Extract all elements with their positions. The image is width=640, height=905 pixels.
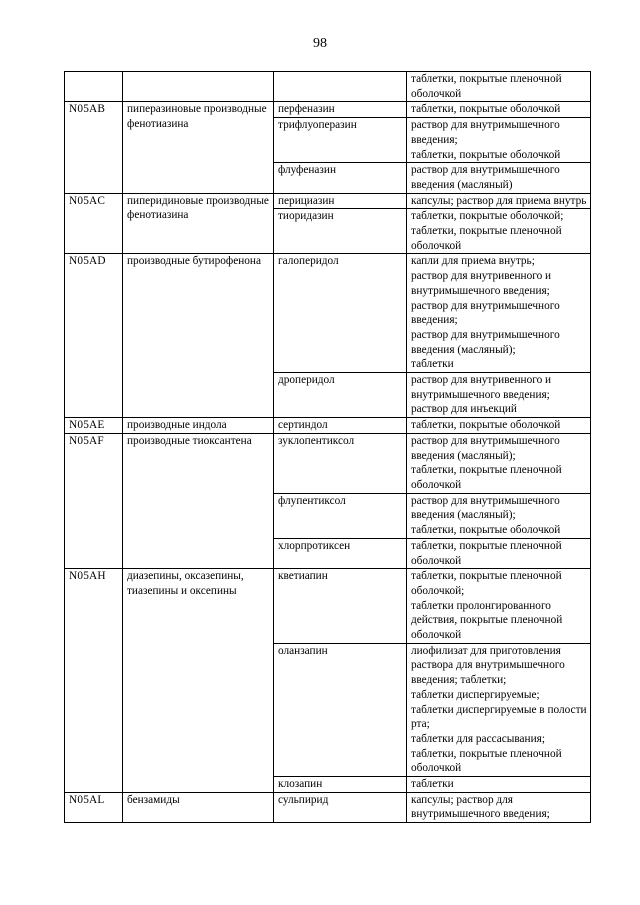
table-row (65, 433, 591, 493)
drug-name-cell (274, 72, 407, 102)
dosage-form-cell: таблетки, покрытые пленочной оболочкой (407, 72, 591, 102)
table-row (65, 72, 591, 102)
drug-name-cell: зуклопентиксол (274, 433, 407, 493)
drug-group-cell: производные индола (123, 418, 274, 434)
table-row (65, 193, 591, 209)
drug-group-cell: пиперазиновые производные фенотиазина (123, 102, 274, 193)
atc-code-cell: N05AE (65, 418, 123, 434)
dosage-form-cell: таблетки, покрытые оболочкой (407, 102, 591, 118)
drug-group-cell (123, 72, 274, 102)
table-row (65, 792, 591, 822)
dosage-form-cell: раствор для внутримышечного введения; таблетки, покрытые оболочкой (407, 118, 591, 163)
drug-name-cell: галоперидол (274, 254, 407, 373)
atc-code-cell: N05AH (65, 569, 123, 793)
page-number: 98 (313, 36, 327, 51)
atc-code-cell: N05AL (65, 792, 123, 822)
drug-group-cell: бензамиды (123, 792, 274, 822)
atc-code-cell: N05AC (65, 193, 123, 254)
drug-name-cell: сертиндол (274, 418, 407, 434)
drug-name-cell: кветиапин (274, 569, 407, 644)
dosage-form-cell: лиофилизат для приготовления раствора для внутримышечного введения; таблетки; таблетки диспергируемые; таблетки диспергируемые в полости рта; таблетки для рассасывания; таблетки, покрытые пленочной оболочкой (407, 643, 591, 776)
drug-group-cell: производные бутирофенона (123, 254, 274, 418)
drug-name-cell: трифлуоперазин (274, 118, 407, 163)
drug-name-cell: хлорпротиксен (274, 538, 407, 568)
dosage-form-cell: раствор для внутримышечного введения (масляный) (407, 163, 591, 193)
dosage-form-cell: раствор для внутримышечного введения (масляный); таблетки, покрытые оболочкой (407, 493, 591, 538)
drug-name-cell: сульпирид (274, 792, 407, 822)
drug-table-body (65, 72, 591, 823)
drug-name-cell: тиоридазин (274, 209, 407, 254)
dosage-form-cell: раствор для внутримышечного введения (масляный); таблетки, покрытые пленочной оболочкой (407, 433, 591, 493)
dosage-form-cell: таблетки (407, 777, 591, 793)
drug-name-cell: флуфеназин (274, 163, 407, 193)
drug-group-cell: диазепины, оксазепины, тиазепины и оксепины (123, 569, 274, 793)
dosage-form-cell: таблетки, покрытые пленочной оболочкой (407, 538, 591, 568)
drug-name-cell: флупентиксол (274, 493, 407, 538)
dosage-form-cell: раствор для внутривенного и внутримышечного введения; раствор для инъекций (407, 373, 591, 418)
dosage-form-cell: таблетки, покрытые пленочной оболочкой; таблетки пролонгированного действия, покрытые пленочной оболочкой (407, 569, 591, 644)
table-row (65, 569, 591, 644)
table-row (65, 254, 591, 373)
drug-group-cell: пиперидиновые производные фенотиазина (123, 193, 274, 254)
drug-name-cell: клозапин (274, 777, 407, 793)
drug-name-cell: перициазин (274, 193, 407, 209)
dosage-form-cell: таблетки, покрытые оболочкой; таблетки, покрытые пленочной оболочкой (407, 209, 591, 254)
atc-code-cell (65, 72, 123, 102)
drug-name-cell: дроперидол (274, 373, 407, 418)
drug-table (64, 71, 591, 823)
drug-name-cell: перфеназин (274, 102, 407, 118)
dosage-form-cell: капсулы; раствор для приема внутрь (407, 193, 591, 209)
drug-group-cell: производные тиоксантена (123, 433, 274, 568)
dosage-form-cell: капсулы; раствор для внутримышечного введения; (407, 792, 591, 822)
atc-code-cell: N05AB (65, 102, 123, 193)
atc-code-cell: N05AF (65, 433, 123, 568)
table-row (65, 102, 591, 118)
atc-code-cell: N05AD (65, 254, 123, 418)
drug-name-cell: оланзапин (274, 643, 407, 776)
dosage-form-cell: таблетки, покрытые оболочкой (407, 418, 591, 434)
dosage-form-cell: капли для приема внутрь; раствор для внутривенного и внутримышечного введения; раствор для внутримышечного введения; раствор для внутримышечного введения (масляный); таблетки (407, 254, 591, 373)
table-row (65, 418, 591, 434)
